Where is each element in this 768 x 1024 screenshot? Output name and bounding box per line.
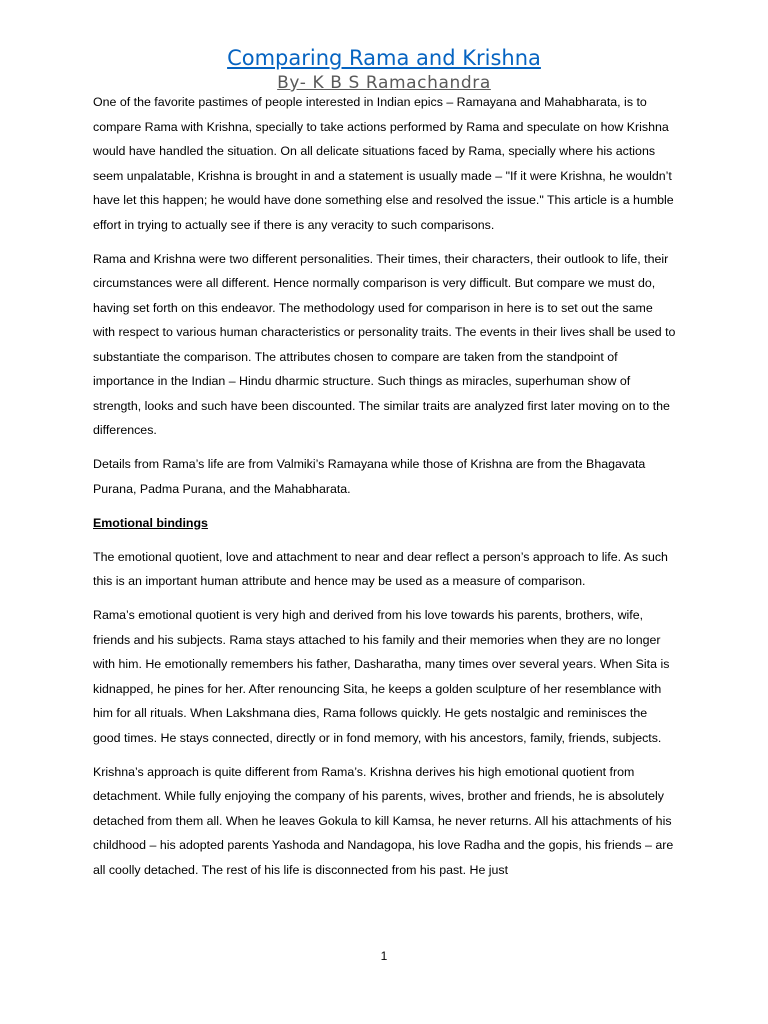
author-byline: By- K B S Ramachandra — [277, 73, 491, 93]
document-body — [93, 90, 677, 892]
document-title-link[interactable]: Comparing Rama and Krishna — [227, 46, 541, 70]
paragraph-methodology: Rama and Krishna were two different personalities. Their times, their characters, their outlook to life, their circumstances were all different. Hence normally comparison is very difficult. But compare we must do, having set forth on this endeavor. The methodology used for comparison in here is to set out the same with respect to various human characteristics or personality traits. The events in their lives shall be used to substantiate the comparison. The attributes chosen to compare are taken from the standpoint of importance in the Indian – Hindu dharmic structure. Such things as miracles, superhuman show of strength, looks and such have been discounted. The similar traits are analyzed first later moving on to the differences. — [93, 251, 676, 437]
paragraph-intro: One of the favorite pastimes of people interested in Indian epics – Ramayana and Mahabharata, is to compare Rama with Krishna, specially to take actions performed by Rama and speculate on how Krishna would have handled the situation. On all delicate situations faced by Rama, specially where his actions seem unpalatable, Krishna is brought in and a statement is usually made – "If it were Krishna, he wouldn’t have let this happen; he would have done something else and resolved the issue." This article is a humble effort in trying to actually see if there is any veracity to such comparisons. — [93, 95, 674, 232]
page-number: 1 — [380, 949, 388, 963]
paragraph-emotional-quotient: The emotional quotient, love and attachment to near and dear reflect a person’s approach to life. As such this is an important human attribute and hence may be used as a measure of comparison. — [93, 549, 668, 588]
paragraph-krishna-emotion: Krishna’s approach is quite different from Rama’s. Krishna derives his high emotional quotient from detachment. While fully enjoying the company of his parents, wives, brother and friends, he is absolutely detached from them all. When he leaves Gokula to kill Kamsa, he never returns. All his attachments of his childhood – his adopted parents Yashoda and Nandagopa, his love Radha and the gopis, his friends – are all coolly detached. The rest of his life is disconnected from his past. He just — [93, 764, 674, 877]
paragraph-sources: Details from Rama’s life are from Valmiki’s Ramayana while those of Krishna are from the Bhagavata Purana, Padma Purana, and the Mahabharata. — [93, 457, 646, 496]
paragraph-rama-emotion: Rama’s emotional quotient is very high and derived from his love towards his parents, brothers, wife, friends and his subjects. Rama stays attached to his family and their memories when they are no longer with him. He emotionally remembers his father, Dasharatha, many times over several years. When Sita is kidnapped, he pines for her. After renouncing Sita, he keeps a golden sculpture of her resemblance with him for all rituals. When Lakshmana dies, Rama follows quickly. He gets nostalgic and reminisces the good times. He stays connected, directly or in fond memory, with his ancestors, family, friends, subjects. — [93, 608, 670, 745]
section-heading-emotional-bindings: Emotional bindings — [93, 515, 208, 530]
